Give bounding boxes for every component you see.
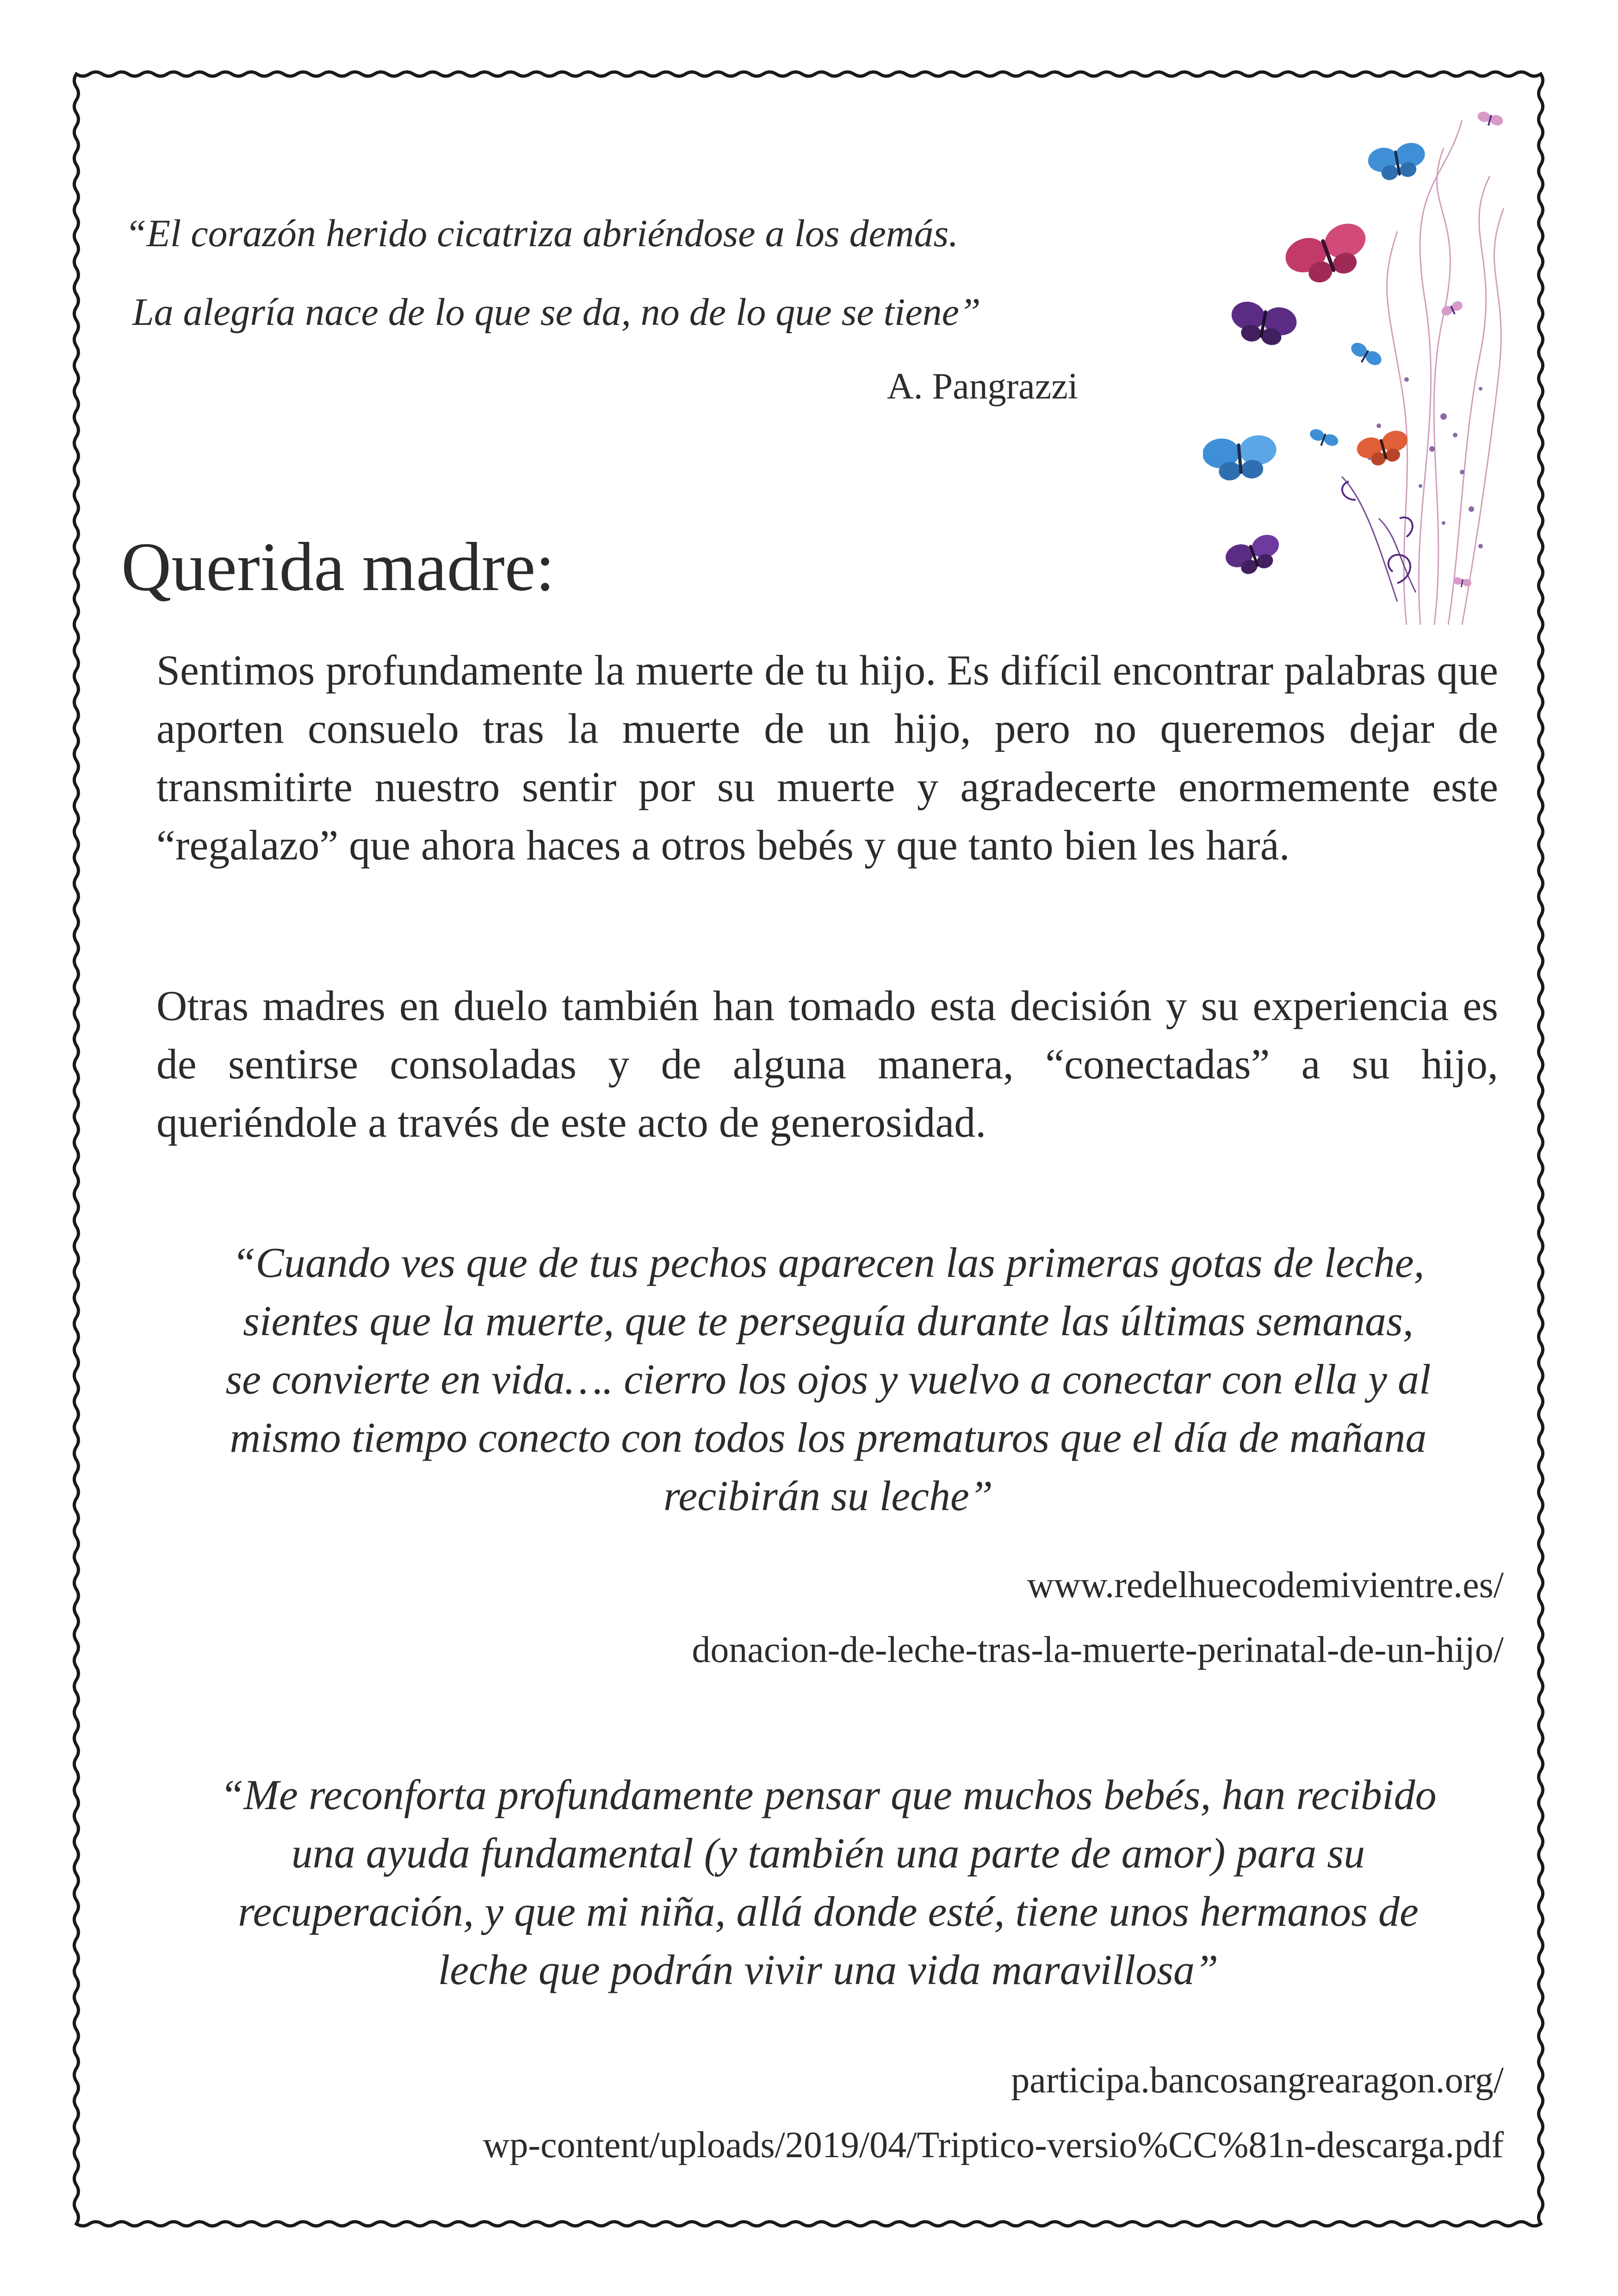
source-line: www.redelhuecodemivientre.es/	[1027, 1565, 1504, 1605]
quote-line: sientes que la muerte, que te perseguía durante las últimas semanas,	[243, 1297, 1413, 1344]
quote-line: una ayuda fundamental (y también una parte de amor) para su	[291, 1829, 1365, 1877]
butterfly-icon	[1203, 434, 1279, 483]
butterfly-icon	[1355, 428, 1413, 470]
epigraph-quote	[125, 194, 1101, 352]
quote-line: se convierte en vida…. cierro los ojos y vuelvo a conectar con ella y al	[225, 1356, 1431, 1403]
source-line: participa.bancosangrearagon.org/	[1011, 2060, 1504, 2101]
epigraph-author: A. Pangrazzi	[886, 366, 1078, 407]
butterfly-icon	[1222, 531, 1285, 580]
testimonial-quote	[153, 1766, 1504, 1999]
quote-line: “Cuando ves que de tus pechos aparecen las primeras gotas de leche,	[232, 1239, 1425, 1286]
letter-greeting: Querida madre:	[121, 529, 555, 605]
letter-paragraph: Otras madres en duelo también han tomado esta decisión y su experiencia es de sentirse consoladas y de alguna manera, “conectadas” a su hijo, queriéndole a través de este acto de generosidad.	[156, 982, 1498, 1146]
quote-line: mismo tiempo conecto con todos los prematuros que el día de mañana	[229, 1414, 1427, 1461]
testimonial-source	[231, 1553, 1504, 1682]
quote-line: recuperación, y que mi niña, allá donde esté, tiene unos hermanos de	[238, 1888, 1419, 1935]
quote-line: leche que podrán vivir una vida maravillosa”	[438, 1946, 1219, 1993]
butterfly-icon	[1347, 340, 1384, 371]
letter-paragraph: Sentimos profundamente la muerte de tu hijo. Es difícil encontrar palabras que aporten consuelo tras la muerte de un hijo, pero no queremos dejar de transmitirte nuestro sentir por su muerte y agradecerte enormemente este “regalazo” que ahora haces a otros bebés y que tanto bien les hará.	[156, 647, 1498, 869]
quote-line: recibirán su leche”	[663, 1472, 993, 1519]
butterfly-vine-illustration	[1203, 93, 1518, 625]
epigraph-line: La alegría nace de lo que se da, no de lo que se tiene”	[132, 291, 981, 334]
testimonial-source	[231, 2048, 1504, 2178]
source-line: donacion-de-leche-tras-la-muerte-perinatal-de-un-hijo/	[692, 1630, 1504, 1670]
epigraph-line: “El corazón herido cicatriza abriéndose a los demás.	[125, 212, 959, 255]
butterfly-icon	[1476, 110, 1504, 129]
testimonial-quote	[153, 1233, 1504, 1525]
butterfly-icon	[1307, 427, 1340, 451]
butterfly-icon	[1281, 218, 1375, 291]
source-line: wp-content/uploads/2019/04/Triptico-versio%CC%81n-descarga.pdf	[483, 2125, 1504, 2165]
quote-line: “Me reconforta profundamente pensar que muchos bebés, han recibido	[220, 1771, 1437, 1818]
butterfly-icon	[1227, 299, 1299, 348]
butterfly-icon	[1366, 141, 1429, 183]
